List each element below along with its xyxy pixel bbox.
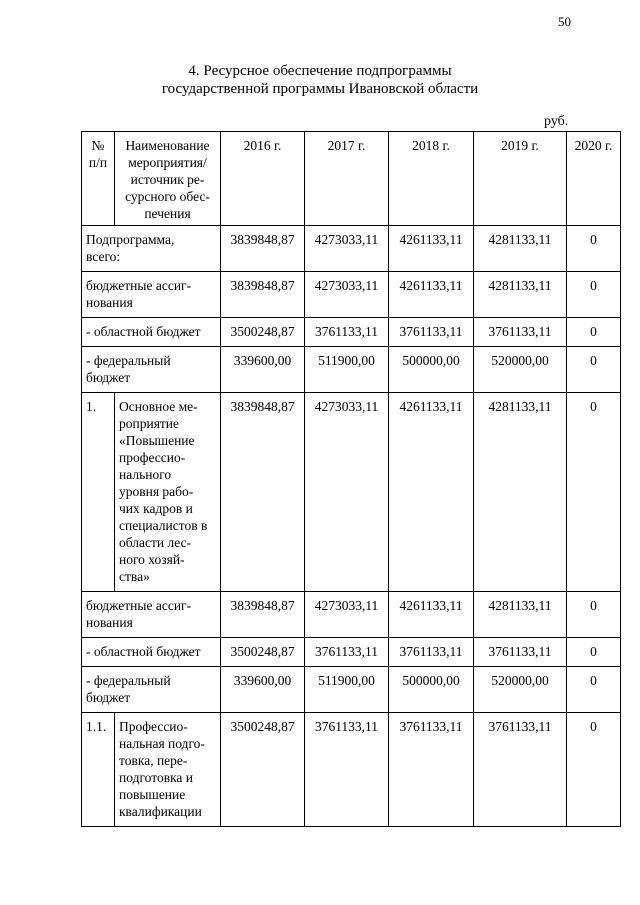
row-number: 1.1. bbox=[82, 713, 115, 827]
value-2020: 0 bbox=[567, 272, 621, 318]
section-title bbox=[0, 62, 640, 98]
value-2020: 0 bbox=[567, 226, 621, 272]
table-row bbox=[82, 347, 621, 393]
value-2019: 4281133,11 bbox=[474, 393, 567, 592]
value-2019: 4281133,11 bbox=[474, 592, 567, 638]
header-num: № п/п bbox=[82, 132, 115, 226]
value-2017: 4273033,11 bbox=[305, 393, 389, 592]
value-2016: 3500248,87 bbox=[221, 318, 305, 347]
row-name: Основное ме- роприятие «Повышение профессио- нального уровня рабо- чих кадров и специалистов в области лес- ного хозяй- ства» bbox=[115, 393, 221, 592]
value-2020: 0 bbox=[567, 713, 621, 827]
value-2017: 511900,00 bbox=[305, 347, 389, 393]
value-2019: 3761133,11 bbox=[474, 638, 567, 667]
table-row bbox=[82, 667, 621, 713]
row-name: бюджетные ассиг- нования bbox=[82, 272, 221, 318]
value-2016: 3839848,87 bbox=[221, 272, 305, 318]
row-name: - федеральный бюджет bbox=[82, 347, 221, 393]
table-row bbox=[82, 226, 621, 272]
value-2016: 339600,00 bbox=[221, 667, 305, 713]
header-2018: 2018 г. bbox=[389, 132, 474, 226]
value-2018: 3761133,11 bbox=[389, 638, 474, 667]
value-2020: 0 bbox=[567, 318, 621, 347]
value-2017: 3761133,11 bbox=[305, 638, 389, 667]
header-2019: 2019 г. bbox=[474, 132, 567, 226]
value-2017: 3761133,11 bbox=[305, 713, 389, 827]
value-2017: 511900,00 bbox=[305, 667, 389, 713]
value-2016: 3500248,87 bbox=[221, 638, 305, 667]
value-2016: 339600,00 bbox=[221, 347, 305, 393]
table-header-row bbox=[82, 132, 621, 226]
row-name: - областной бюджет bbox=[82, 638, 221, 667]
row-name: Подпрограмма, всего: bbox=[82, 226, 221, 272]
table-row bbox=[82, 638, 621, 667]
value-2020: 0 bbox=[567, 592, 621, 638]
header-name: Наименование мероприятия/ источник ре- сурсного обес- печения bbox=[115, 132, 221, 226]
value-2017: 4273033,11 bbox=[305, 592, 389, 638]
value-2018: 500000,00 bbox=[389, 347, 474, 393]
value-2019: 3761133,11 bbox=[474, 318, 567, 347]
table-row bbox=[82, 318, 621, 347]
resource-table bbox=[81, 131, 621, 827]
value-2018: 3761133,11 bbox=[389, 318, 474, 347]
header-2017: 2017 г. bbox=[305, 132, 389, 226]
value-2020: 0 bbox=[567, 393, 621, 592]
value-2018: 3761133,11 bbox=[389, 713, 474, 827]
header-2020: 2020 г. bbox=[567, 132, 621, 226]
value-2019: 520000,00 bbox=[474, 667, 567, 713]
value-2018: 500000,00 bbox=[389, 667, 474, 713]
table-row bbox=[82, 393, 621, 592]
value-2017: 4273033,11 bbox=[305, 272, 389, 318]
value-2020: 0 bbox=[567, 638, 621, 667]
value-2018: 4261133,11 bbox=[389, 592, 474, 638]
value-2020: 0 bbox=[567, 667, 621, 713]
value-2016: 3839848,87 bbox=[221, 592, 305, 638]
value-2019: 4281133,11 bbox=[474, 272, 567, 318]
value-2019: 3761133,11 bbox=[474, 713, 567, 827]
value-2018: 4261133,11 bbox=[389, 272, 474, 318]
row-name: - областной бюджет bbox=[82, 318, 221, 347]
row-name: Профессио- нальная подго- товка, пере- подготовка и повышение квалификации bbox=[115, 713, 221, 827]
header-2016: 2016 г. bbox=[221, 132, 305, 226]
title-line-2: государственной программы Ивановской области bbox=[161, 81, 479, 97]
value-2016: 3839848,87 bbox=[221, 393, 305, 592]
value-2019: 4281133,11 bbox=[474, 226, 567, 272]
row-name: бюджетные ассиг- нования bbox=[82, 592, 221, 638]
value-2016: 3500248,87 bbox=[221, 713, 305, 827]
value-2017: 4273033,11 bbox=[305, 226, 389, 272]
value-2018: 4261133,11 bbox=[389, 393, 474, 592]
row-number: 1. bbox=[82, 393, 115, 592]
title-line-1: 4. Ресурсное обеспечение подпрограммы bbox=[188, 63, 452, 79]
table-row bbox=[82, 272, 621, 318]
value-2020: 0 bbox=[567, 347, 621, 393]
table-row bbox=[82, 592, 621, 638]
value-2019: 520000,00 bbox=[474, 347, 567, 393]
row-name: - федеральный бюджет bbox=[82, 667, 221, 713]
currency-unit: руб. bbox=[544, 114, 569, 129]
value-2018: 4261133,11 bbox=[389, 226, 474, 272]
page-number: 50 bbox=[558, 14, 571, 29]
value-2016: 3839848,87 bbox=[221, 226, 305, 272]
table-row bbox=[82, 713, 621, 827]
value-2017: 3761133,11 bbox=[305, 318, 389, 347]
